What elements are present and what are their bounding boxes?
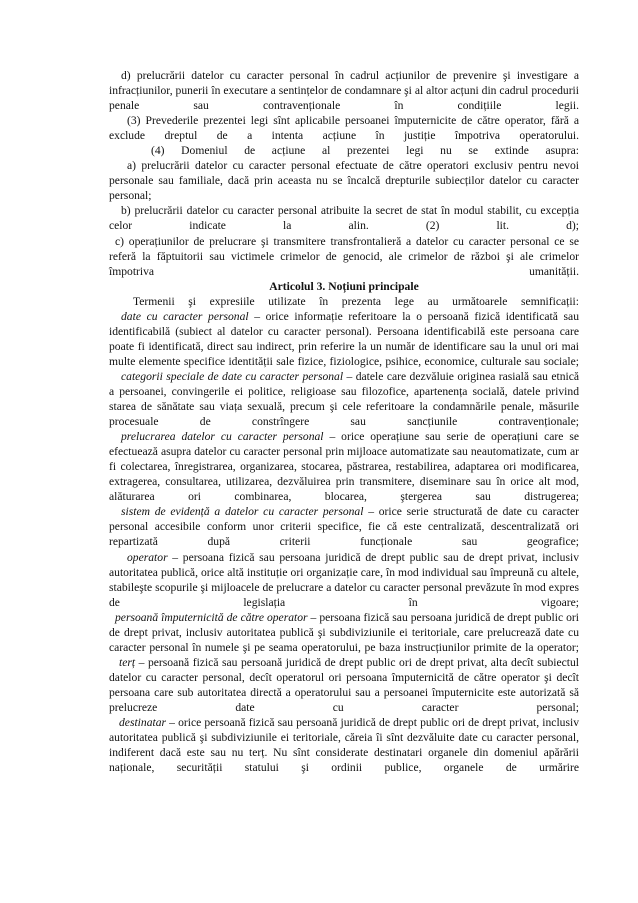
definition-tert [109, 655, 579, 715]
paragraph-d: d) prelucrării datelor cu caracter personal în cadrul acțiunilor de prevenire şi investigare a infracțiunilor, punerii în executare a sentințelor de condamnare şi al altor acțuni din cadrul procedurii penale sau contravenționale în condițiile legii. [109, 69, 579, 113]
paragraph-4: (4) Domeniul de acțiune al prezentei legi nu se extinde asupra: [151, 144, 579, 158]
definition-text: – orice persoană fizică sau persoană juridică de drept public ori de drept privat, inclusiv autoritatea publică şi subdiviziunile ei teritoriale, căreia îi sînt dezvăluite date cu caracter personal, indiferent dacă este sau nu terț. Nu sînt considerate destinatari organele din domeniul apărării naționale, securității statului şi ordinii publice, organele de urmărire [109, 716, 579, 775]
definition-operator [109, 550, 579, 610]
terms-intro: Termenii şi expresiile utilizate în prezenta lege au următoarele semnificații: [133, 294, 579, 308]
definition-date-personale [109, 309, 579, 369]
term: date cu caracter personal [121, 309, 249, 323]
definition-text: – datele care dezvăluie originea rasială sau etnică a persoanei, convingerile ei politice, religioase sau filozofice, apartenența socială, datele privind starea de sănătate sau viața sexuală, precum şi cele referitoare la condamnările penale, măsurile procesuale de constrîngere sau sancțiunile contravenționale; [109, 369, 580, 429]
term: destinatar [119, 716, 167, 730]
definition-destinatar [109, 715, 579, 775]
definition-text: – orice operațiune sau serie de operațiuni care se efectuează asupra datelor cu caracter personal prin mijloace automatizate sau neautomatizate, cum ar fi colectarea, înregistrarea, organizarea, stocarea, păstrarea, restabilirea, adaptarea ori modificarea, extragerea, consultarea, utilizarea, dezvăluirea prin transmitere, diseminare sau în orice alt mod, alăturarea ori combinarea, blocarea, ştergerea sau distrugerea; [109, 430, 579, 504]
definition-text: – orice serie structurată de date cu caracter personal accesibile conform unor criterii specifice, fie că este centralizată, descentralizată ori repartizată după criterii funcționale sau geografice; [109, 505, 579, 549]
definition-text: – persoana fizică sau persoana juridică de drept public sau de drept privat, inclusiv autoritatea publică, orice altă instituție ori organizație care, în mod individual sau împreună cu altele, stabileşte scopurile şi mijloacele de prelucrare a datelor cu caracter personal prevăzute în mod expres de legislația în vigoare; [109, 550, 579, 609]
definition-prelucrarea [109, 429, 579, 504]
paragraph-4a: a) prelucrării datelor cu caracter personal efectuate de către operatori exclusiv pentru nevoi personale sau familiale, dacă prin aceasta nu se încalcă drepturile subiecților datelor cu caracter personal; [109, 159, 579, 203]
term: terț [119, 655, 136, 669]
paragraph-4c: c) operațiunilor de prelucrare şi transmitere transfrontalieră a datelor cu caracter personal ce se referă la făptuitorii sau victimele crimelor de genocid, ale crimelor de război şi ale crimelor împotriva umanității. [109, 234, 579, 278]
article-heading: Articolul 3. Noțiuni principale [269, 279, 419, 293]
document-page [109, 68, 579, 775]
definition-categorii-speciale [109, 369, 579, 429]
definition-text: – persoană fizică sau persoană juridică de drept public ori de drept privat, alta decît subiectul datelor cu caracter personal, decît operatorul ori persoana împuternicită de către operator şi decît persoana care sub autoritatea directă a operatorului sau a persoanei împuternicite este autorizată să prelucreze date cu caracter personal; [109, 655, 579, 714]
term: persoană împuternicită de către operator [115, 610, 308, 624]
paragraph-3: (3) Prevederile prezentei legi sînt aplicabile persoanei împuternicite de către operator, fără a exclude dreptul de a intenta acțiune în justiție împotriva operatorului. [109, 114, 579, 143]
term: categorii speciale de date cu caracter personal [121, 369, 344, 383]
definition-persoana-imputernicita [109, 610, 579, 655]
term: prelucrarea datelor cu caracter personal [121, 430, 324, 444]
paragraph-4b: b) prelucrării datelor cu caracter personal atribuite la secret de stat în modul stabilit, cu excepția celor indicate la alin. (2) lit. d); [109, 204, 579, 233]
definition-text: – persoana fizică sau persoana juridică de drept public ori de drept privat, inclusiv autoritatea publică şi subdiviziunile ei teritoriale, care prelucrează date cu caracter personal în numele şi pe seama operatorului, pe baza instrucțiunilor primite de la operator; [109, 610, 579, 654]
term: sistem de evidență a datelor cu caracter personal [121, 505, 364, 519]
definition-sistem-evidenta [109, 504, 579, 549]
term: operator [127, 550, 168, 564]
definition-text: – orice informație referitoare la o persoană fizică identificată sau identificabilă (subiect al datelor cu caracter personal). Persoana identificabilă este persoana care poate fi identificată, direct sau indirect, prin referire la un număr de identificare sau la unul ori mai multe elemente specifice identității sale fizice, fiziologice, psihice, economice, culturale sau sociale; [109, 309, 579, 368]
